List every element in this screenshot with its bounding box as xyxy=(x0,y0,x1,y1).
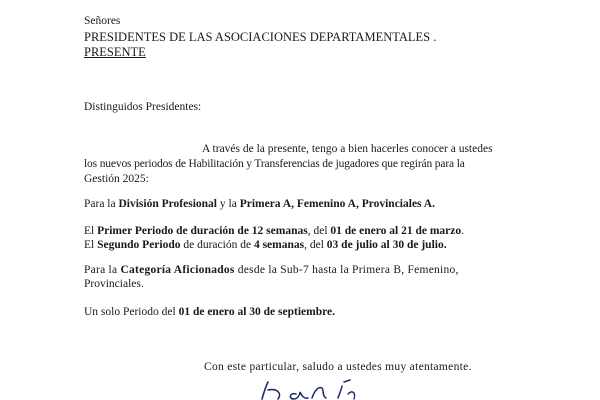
period-2 xyxy=(84,238,447,252)
intro-line-3: Gestión 2025: xyxy=(84,173,149,185)
period-2-name: Segundo Periodo xyxy=(97,239,181,251)
section-profesional-categories: Primera A, Femenino A, Provinciales A. xyxy=(239,198,435,210)
section-profesional xyxy=(84,197,435,211)
period-2-weeks: 4 semanas xyxy=(253,239,305,251)
period-2-prefix: El xyxy=(84,239,98,251)
single-period xyxy=(84,305,335,319)
intro-line-2: los nuevos periodos de Habilitación y Transferencias de jugadores que regirán para la xyxy=(84,158,465,170)
section-aficionados-rest: desde la Sub-7 hasta la Primera B, Femenino, xyxy=(234,264,459,276)
period-2-mid-2: , del xyxy=(304,239,327,251)
categoria-aficionados: Categoría Aficionados xyxy=(120,264,235,276)
period-1-prefix: El xyxy=(84,225,98,237)
addressee: PRESIDENTES DE LAS ASOCIACIONES DEPARTAMENTALES . xyxy=(84,30,437,44)
section-profesional-prefix: Para la xyxy=(84,198,119,210)
period-2-mid-1: de duración de xyxy=(180,239,254,251)
presente-label: PRESENTE xyxy=(84,45,146,59)
division-profesional: División Profesional xyxy=(118,198,217,210)
period-1-name: Primer Periodo de duración de 12 semanas xyxy=(97,225,308,237)
single-period-range: 01 de enero al 30 de septiembre. xyxy=(178,306,335,318)
greeting: Distinguidos Presidentes: xyxy=(84,101,202,113)
section-aficionados-line-2: Provinciales. xyxy=(84,278,144,290)
closing: Con este particular, saludo a ustedes muy atentamente. xyxy=(204,361,472,373)
signature-icon xyxy=(238,372,368,400)
section-aficionados-prefix: Para la xyxy=(84,264,121,276)
period-1-mid: , del xyxy=(307,225,331,237)
period-2-range: 03 de julio al 30 de julio. xyxy=(326,239,447,251)
section-aficionados xyxy=(84,263,459,277)
period-1 xyxy=(84,224,464,238)
period-1-range: 01 de enero al 21 de marzo xyxy=(330,225,462,237)
period-1-end: . xyxy=(461,225,465,237)
section-profesional-mid: y la xyxy=(217,198,240,210)
intro-line-1: A través de la presente, tengo a bien hacerles conocer a ustedes xyxy=(202,143,493,155)
salutation: Señores xyxy=(84,15,121,27)
single-period-prefix: Un solo Periodo del xyxy=(84,306,179,318)
